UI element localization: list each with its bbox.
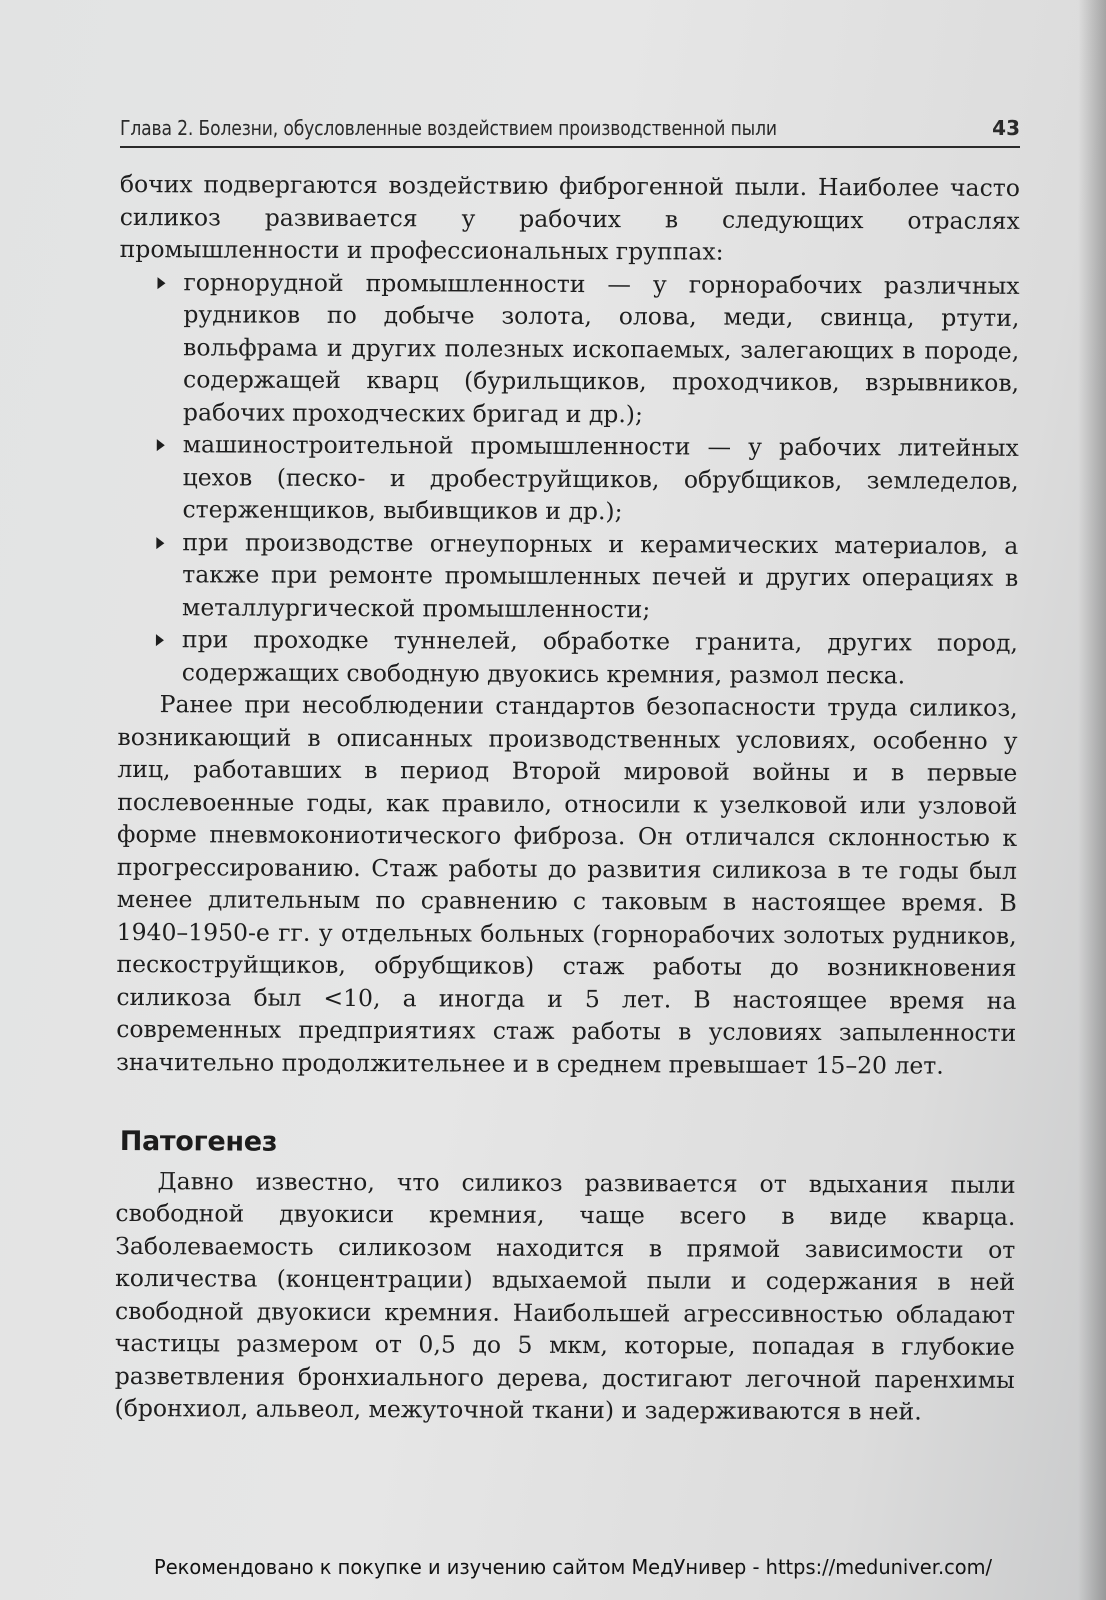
pathogenesis-paragraph: Давно известно, что силикоз развивается от вдыхания пыли свободной двуокиси кремния, чаще всего в виде кварца. Заболеваемость силикозом находится в прямой зависимости от количества (концентрации) вдыхаемой пыли и содержания в ней свободной двуокиси кремния. Наибольшей агрессивностью обладают частицы размером от 0,5 до 5 мкм, которые, попадая в глубокие разветвления бронхиального дерева, достигают легочной паренхимы (бронхиол, альвеол, межуточной ткани) и задерживаются в ней.: [114, 1166, 1016, 1426]
page-body: [115, 168, 1020, 1428]
chapter-title: Глава 2. Болезни, обусловленные воздействием производственной пыли: [120, 116, 777, 140]
list-item: [118, 428, 1018, 529]
section-heading: Патогенез: [119, 1126, 278, 1158]
footer-watermark: Рекомендовано к покупке и изучению сайтом МедУнивер - https://meduniver.com/: [154, 1555, 993, 1579]
intro-paragraph: бочих подвергаются воздействию фиброгенной пыли. Наиболее часто силикоз развивается у рабочих в следующих отраслях промышленности и профессиональных группах:: [119, 169, 1020, 266]
running-header: [120, 114, 1020, 148]
history-paragraph: Ранее при несоблюдении стандартов безопасности труда силикоз, возникающий в описанных производственных условиях, особенно у лиц, работавших в период Второй мировой войны и в первые послевоенные годы, как правило, относили к узелковой или узловой форме пневмокониотического фиброза. Он отличался склонностью к прогрессированию. Стаж работы до развития силикоза в те годы был менее длительным по сравнению с таковым в настоящее время. В 1940–1950-е гг. у отдельных больных (горнорабочих золотых рудников, пескоструйщиков, обрубщиков) стаж работы до возникновения силикоза был <10, а иногда и 5 лет. В настоящее время на современных предприятиях стаж работы в условиях запыленности значительно продолжительнее и в среднем превышает 15–20 лет.: [116, 690, 1018, 1080]
list-item-text: при производстве огнеупорных и керамических материалов, а также при ремонте промышленных печей и других операциях в металлургической промышленности;: [182, 527, 1019, 623]
triangle-bullet-icon: [157, 439, 165, 451]
list-item: [118, 525, 1018, 626]
industry-list: [118, 265, 1020, 691]
triangle-bullet-icon: [156, 537, 164, 549]
list-item: [119, 265, 1020, 431]
list-item: [118, 623, 1018, 692]
triangle-bullet-icon: [157, 277, 165, 289]
page-number: 43: [992, 116, 1020, 140]
list-item-text: горнорудной промышленности — у горнорабочих различных рудников по добыче золота, олова, меди, свинца, ртути, вольфрама и других полезных ископаемых, залегающих в породе, содержащей кварц (бурильщиков, проходчиков, взрывников, рабочих проходческих бригад и др.);: [182, 267, 1020, 428]
page-gutter-shadow: [1078, 0, 1106, 1600]
list-item-text: машиностроительной промышленности — у рабочих литейных цехов (песко- и дробеструйщиков, обрубщиков, земледелов, стерженщиков, выбивщиков и др.);: [182, 430, 1019, 526]
list-item-text: при проходке туннелей, обработке гранита, других пород, содержащих свободную двуокись кремния, размол песка.: [181, 625, 1018, 689]
triangle-bullet-icon: [156, 634, 164, 646]
